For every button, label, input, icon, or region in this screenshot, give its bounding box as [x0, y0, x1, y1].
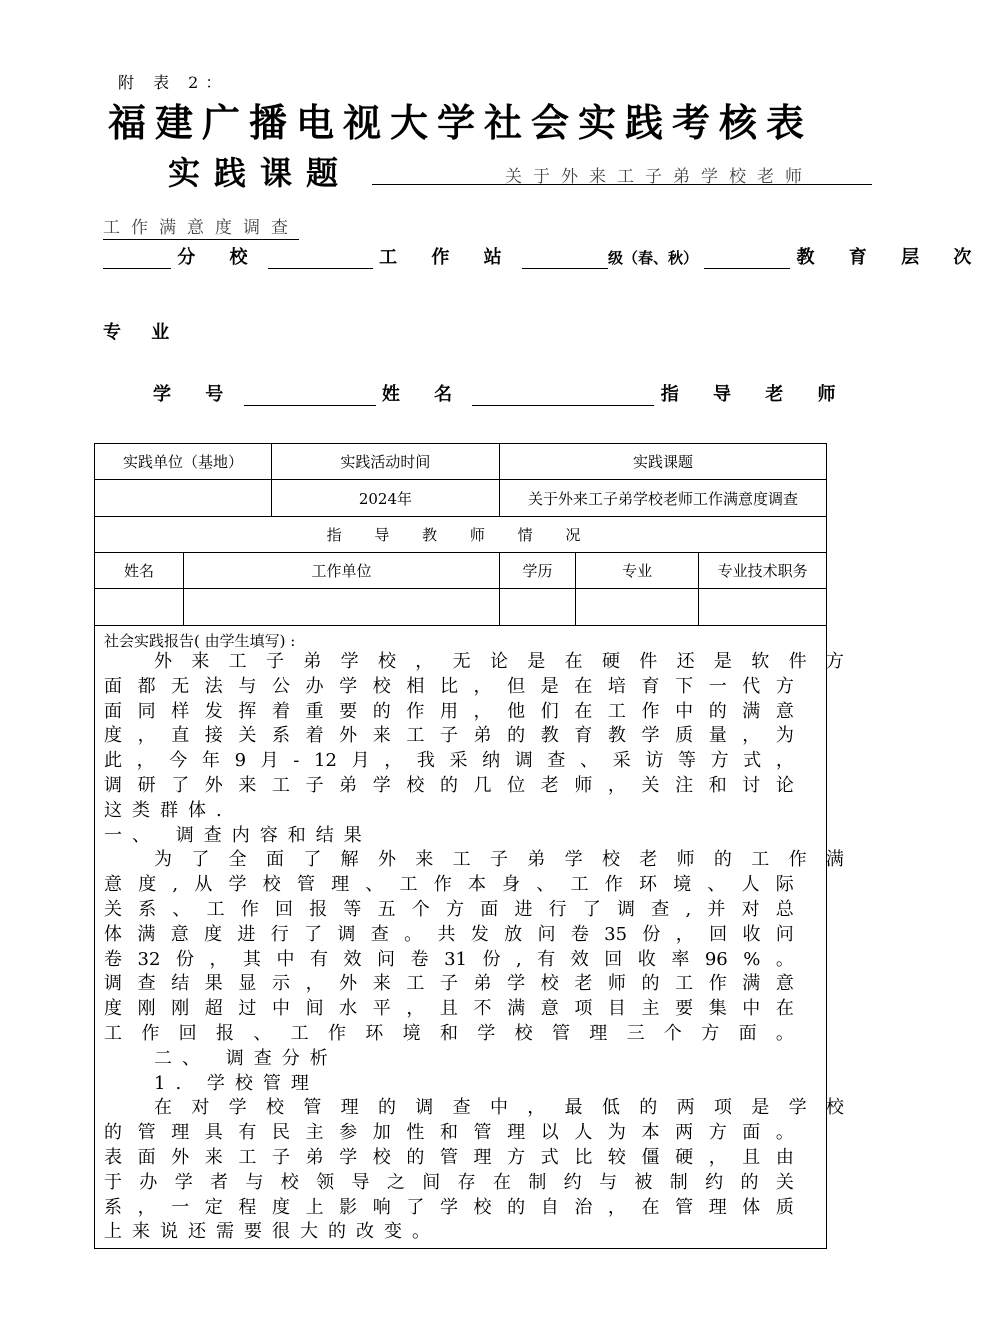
- advisor-cell-major[interactable]: [576, 589, 699, 626]
- major-label: 专 业: [103, 322, 182, 343]
- station-field[interactable]: [268, 248, 373, 269]
- cell-practice-topic[interactable]: 关于外来工子弟学校老师工作满意度调查: [499, 480, 826, 517]
- advisor-cell-workplace[interactable]: [184, 589, 500, 626]
- report-line: 在 对 学 校 管 理 的 调 查 中 ， 最 低 的 两 项 是 学 校: [154, 1097, 844, 1119]
- report-line: 调 研 了 外 来 工 子 弟 学 校 的 几 位 老 师 ， 关 注 和 讨 论: [104, 774, 794, 796]
- report-line: 工 作 回 报 、 工 作 环 境 和 学 校 管 理 三 个 方 面 。: [104, 1022, 794, 1044]
- grade-field[interactable]: [522, 248, 608, 269]
- report-line: 1. 学校管理: [154, 1072, 319, 1094]
- cell-practice-unit[interactable]: [95, 480, 272, 517]
- report-section: [94, 626, 844, 1249]
- report-line: 面 都 无 法 与 公 办 学 校 相 比 ， 但 是 在 培 育 下 一 代 方: [104, 675, 794, 697]
- student-id-field[interactable]: [244, 385, 376, 406]
- report-body[interactable]: [104, 650, 844, 1245]
- report-line: 于 办 学 者 与 校 领 导 之 间 存 在 制 约 与 被 制 约 的 关: [104, 1171, 794, 1193]
- header-practice-time: 实践活动时间: [271, 444, 499, 480]
- advisor-header-name: 姓名: [95, 553, 184, 589]
- level-label: 教 育 层 次: [796, 247, 985, 268]
- cell-practice-time[interactable]: 2024年: [271, 480, 499, 517]
- advisor-header-education: 学历: [499, 553, 575, 589]
- report-line: 关 系 、 工 作 回 报 等 五 个 方 面 进 行 了 调 查 , 并 对 总: [104, 898, 794, 920]
- report-line: 系 ， 一 定 程 度 上 影 响 了 学 校 的 自 治 ， 在 管 理 体 质: [104, 1196, 794, 1218]
- report-line: 的 管 理 具 有 民 主 参 加 性 和 管 理 以 人 为 本 两 方 面 。: [104, 1122, 794, 1144]
- report-line: 二、 调查分析: [154, 1047, 338, 1069]
- student-info-row: [153, 380, 850, 406]
- advisor-section-header: 指 导 教 师 情 况: [95, 517, 827, 553]
- report-line: 面 同 样 发 挥 着 重 要 的 作 用 ， 他 们 在 工 作 中 的 满 意: [104, 700, 794, 722]
- report-line: 此 ， 今 年 9 月 - 12 月 ， 我 采 纳 调 查 、 采 访 等 方 式 ，: [104, 750, 794, 772]
- student-id-label: 学 号: [153, 384, 238, 405]
- advisor-cell-name[interactable]: [95, 589, 184, 626]
- report-line: 卷 32 份 ， 其 中 有 效 问 卷 31 份 , 有 效 回 收 率 96 % 。: [104, 948, 794, 970]
- report-line: 为 了 全 面 了 解 外 来 工 子 弟 学 校 老 师 的 工 作 满: [154, 849, 844, 871]
- topic-value-line1: 关于外来工子弟学校老师: [505, 167, 813, 187]
- report-line: 外 来 工 子 弟 学 校 ， 无 论 是 在 硬 件 还 是 软 件 方: [154, 651, 844, 672]
- advisor-header-workplace: 工作单位: [184, 553, 500, 589]
- practice-table: [94, 443, 827, 626]
- header-practice-topic: 实践课题: [499, 444, 826, 480]
- report-line: 表 面 外 来 工 子 弟 学 校 的 管 理 方 式 比 较 僵 硬 ， 且 由: [104, 1146, 794, 1168]
- report-line: 上来说还需要很大的改变。: [104, 1221, 440, 1243]
- advisor-cell-education[interactable]: [499, 589, 575, 626]
- report-line: 意 度 , 从 学 校 管 理 、 工 作 本 身 、 工 作 环 境 、 人 际: [104, 874, 794, 896]
- name-field[interactable]: [472, 385, 654, 406]
- topic-label: 实践课题: [168, 154, 353, 192]
- advisor-label: 指 导 老 师: [660, 384, 850, 405]
- page-title: 福建广播电视大学社会实践考核表: [108, 100, 814, 145]
- topic-value-line2: 工作满意度调查: [103, 213, 299, 240]
- appendix-label: 附 表 2：: [118, 73, 229, 92]
- report-line: 度 ， 直 接 关 系 着 外 来 工 子 弟 的 教 育 教 学 质 量 ， 为: [104, 725, 794, 747]
- header-practice-unit: 实践单位（基地）: [95, 444, 272, 480]
- advisor-cell-title[interactable]: [699, 589, 827, 626]
- level-field[interactable]: [704, 248, 790, 269]
- station-label: 工 作 站: [379, 247, 516, 268]
- report-label: 社会实践报告( 由学生填写) :: [104, 632, 296, 650]
- report-line: 一、 调查内容和结果: [104, 824, 372, 846]
- report-line: 这类群体.: [104, 799, 232, 821]
- advisor-header-title: 专业技术职务: [699, 553, 827, 589]
- grade-label: 级（春、秋）: [607, 249, 698, 267]
- branch-info-row: [103, 243, 985, 269]
- branch-field[interactable]: [103, 248, 171, 269]
- report-line: 度 刚 刚 超 过 中 间 水 平 ， 且 不 满 意 项 目 主 要 集 中 在: [104, 998, 794, 1020]
- branch-label: 分 校: [177, 247, 262, 268]
- report-line: 调 查 结 果 显 示 ， 外 来 工 子 弟 学 校 老 师 的 工 作 满 意: [104, 973, 794, 995]
- name-label: 姓 名: [381, 384, 467, 405]
- report-line: 体 满 意 度 进 行 了 调 查 。 共 发 放 问 卷 35 份 ， 回 收 问: [104, 923, 794, 945]
- advisor-header-major: 专业: [576, 553, 699, 589]
